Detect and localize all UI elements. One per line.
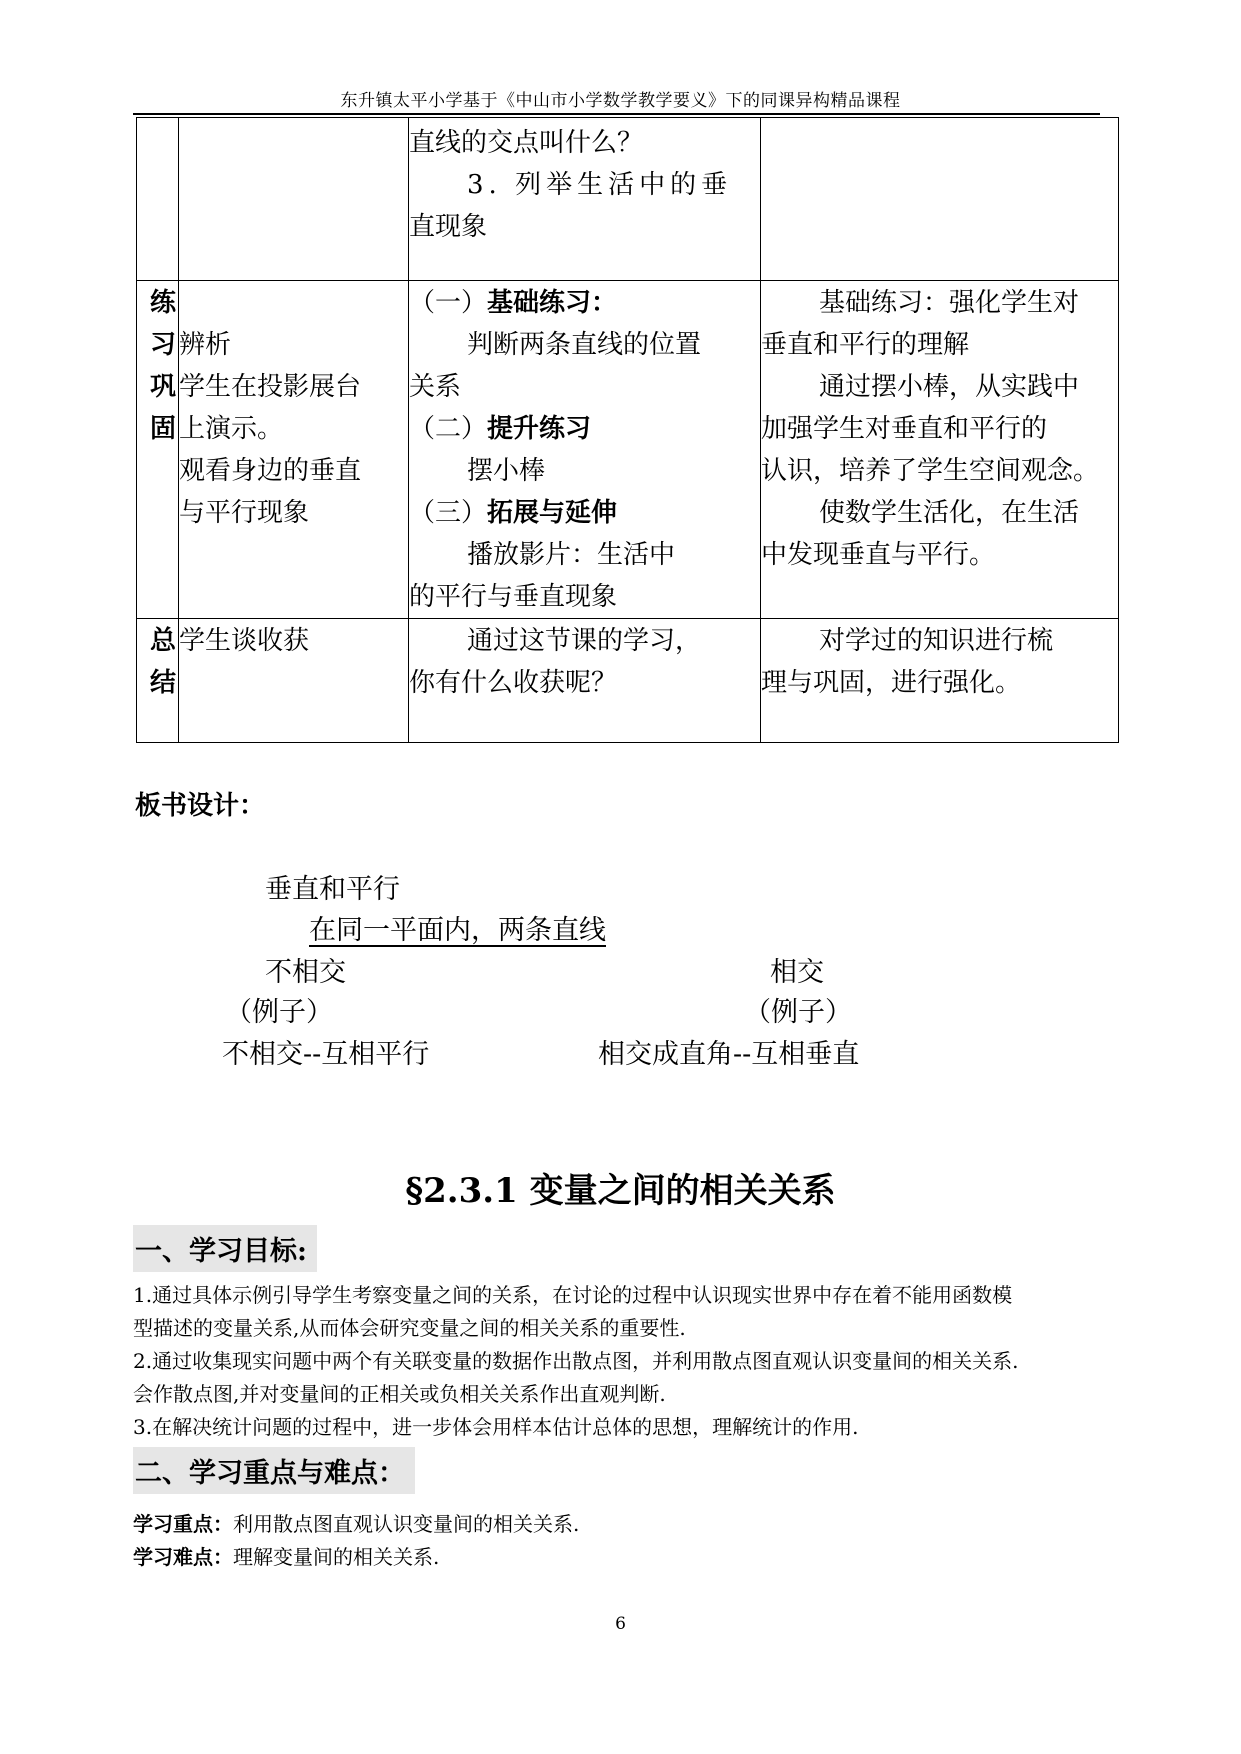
goal-line: 型描述的变量关系,从而体会研究变量之间的相关关系的重要性. bbox=[133, 1316, 686, 1340]
student-line: 辨析 bbox=[179, 330, 232, 360]
key-point-text: 利用散点图直观认识变量间的相关关系. bbox=[233, 1512, 580, 1536]
stage-char: 练 bbox=[150, 288, 177, 318]
content-line: 3. 列举生活中的垂 bbox=[467, 170, 733, 200]
stage-cell bbox=[137, 281, 179, 619]
exercise-heading: （一）基础练习： bbox=[409, 288, 618, 318]
page-header: 东升镇太平小学基于《中山市小学数学教学要义》下的同课异构精品课程 bbox=[340, 91, 901, 111]
intent-line: 通过摆小棒，从实践中 bbox=[819, 372, 1080, 402]
stage-char: 固 bbox=[150, 414, 177, 444]
board-topic: 垂直和平行 bbox=[265, 874, 400, 905]
board-left-example: （例子） bbox=[225, 997, 333, 1028]
exercise-line: 摆小棒 bbox=[467, 456, 546, 486]
exercise-line: 判断两条直线的位置 bbox=[467, 330, 702, 360]
stage-char: 总 bbox=[150, 626, 177, 656]
goals-list bbox=[133, 1279, 1018, 1444]
student-line: 学生在投影展台 bbox=[179, 372, 362, 402]
key-point-label: 学习重点： bbox=[133, 1512, 233, 1536]
key-points-heading: 二、学习重点与难点： bbox=[133, 1447, 415, 1494]
stage-char: 结 bbox=[150, 668, 177, 698]
student-line: 学生谈收获 bbox=[179, 626, 310, 656]
board-left-label: 不相交 bbox=[265, 957, 346, 988]
intent-line: 认识，培养了学生空间观念。 bbox=[761, 456, 1100, 486]
stage-char: 习 bbox=[150, 330, 177, 360]
exercise-line: 关系 bbox=[409, 372, 462, 402]
student-line: 上演示。 bbox=[179, 414, 284, 444]
intent-line: 基础练习：强化学生对 bbox=[819, 288, 1080, 318]
section-title: §2.3.1 变量之间的相关关系 bbox=[405, 1171, 836, 1211]
goal-line: 会作散点图,并对变量间的正相关或负相关关系作出直观判断. bbox=[133, 1382, 666, 1406]
board-premise: 在同一平面内，两条直线 bbox=[309, 915, 606, 946]
stage-char: 巩 bbox=[150, 372, 177, 402]
teacher-activity-cell bbox=[409, 118, 761, 281]
header-divider bbox=[133, 113, 1100, 115]
board-right-result: 相交成直角--互相垂直 bbox=[598, 1039, 860, 1070]
board-right-label: 相交 bbox=[770, 957, 824, 988]
teacher-activity-cell bbox=[409, 281, 761, 619]
board-right-example: （例子） bbox=[744, 997, 852, 1028]
table-row bbox=[137, 281, 1119, 619]
design-intent-cell bbox=[761, 118, 1119, 281]
table-row bbox=[137, 619, 1119, 743]
content-line: 直线的交点叫什么？ bbox=[409, 128, 644, 158]
intent-line: 对学过的知识进行梳 bbox=[819, 626, 1054, 656]
student-activity-cell bbox=[179, 619, 409, 743]
difficulty-text: 理解变量间的相关关系. bbox=[233, 1545, 440, 1569]
stage-cell bbox=[137, 118, 179, 281]
intent-line: 理与巩固，进行强化。 bbox=[761, 668, 1022, 698]
page-number: 6 bbox=[615, 1614, 626, 1634]
student-line: 与平行现象 bbox=[179, 498, 310, 528]
student-line: 观看身边的垂直 bbox=[179, 456, 362, 486]
key-point-row bbox=[133, 1508, 579, 1541]
exercise-heading: （三）拓展与延伸 bbox=[409, 498, 618, 528]
design-intent-cell bbox=[761, 281, 1119, 619]
intent-line: 使数学生活化，在生活 bbox=[819, 498, 1080, 528]
intent-line: 垂直和平行的理解 bbox=[761, 330, 970, 360]
teacher-line: 你有什么收获呢？ bbox=[409, 668, 618, 698]
stage-cell bbox=[137, 619, 179, 743]
difficulty-row bbox=[133, 1541, 439, 1574]
teacher-line: 通过这节课的学习， bbox=[467, 626, 702, 656]
content-line: 直现象 bbox=[409, 212, 488, 242]
intent-line: 中发现垂直与平行。 bbox=[761, 540, 996, 570]
board-left-result: 不相交--互相平行 bbox=[222, 1039, 430, 1070]
goals-heading: 一、学习目标: bbox=[133, 1225, 317, 1272]
board-design-title: 板书设计： bbox=[135, 791, 266, 821]
lesson-plan-table bbox=[136, 117, 1119, 743]
goal-line: 2.通过收集现实问题中两个有关联变量的数据作出散点图，并利用散点图直观认识变量间的相关关系. bbox=[133, 1349, 1019, 1373]
difficulty-label: 学习难点： bbox=[133, 1545, 233, 1569]
student-activity-cell bbox=[179, 118, 409, 281]
exercise-line: 的平行与垂直现象 bbox=[409, 582, 618, 612]
teacher-activity-cell bbox=[409, 619, 761, 743]
exercise-line: 播放影片：生活中 bbox=[467, 540, 676, 570]
intent-line: 加强学生对垂直和平行的 bbox=[761, 414, 1048, 444]
design-intent-cell bbox=[761, 619, 1119, 743]
goal-line: 1.通过具体示例引导学生考察变量之间的关系，在讨论的过程中认识现实世界中存在着不能用函数模 bbox=[133, 1283, 1013, 1307]
goal-line: 3.在解决统计问题的过程中，进一步体会用样本估计总体的思想，理解统计的作用. bbox=[133, 1415, 859, 1439]
exercise-heading: （二）提升练习 bbox=[409, 414, 592, 444]
student-activity-cell bbox=[179, 281, 409, 619]
table-row bbox=[137, 118, 1119, 281]
